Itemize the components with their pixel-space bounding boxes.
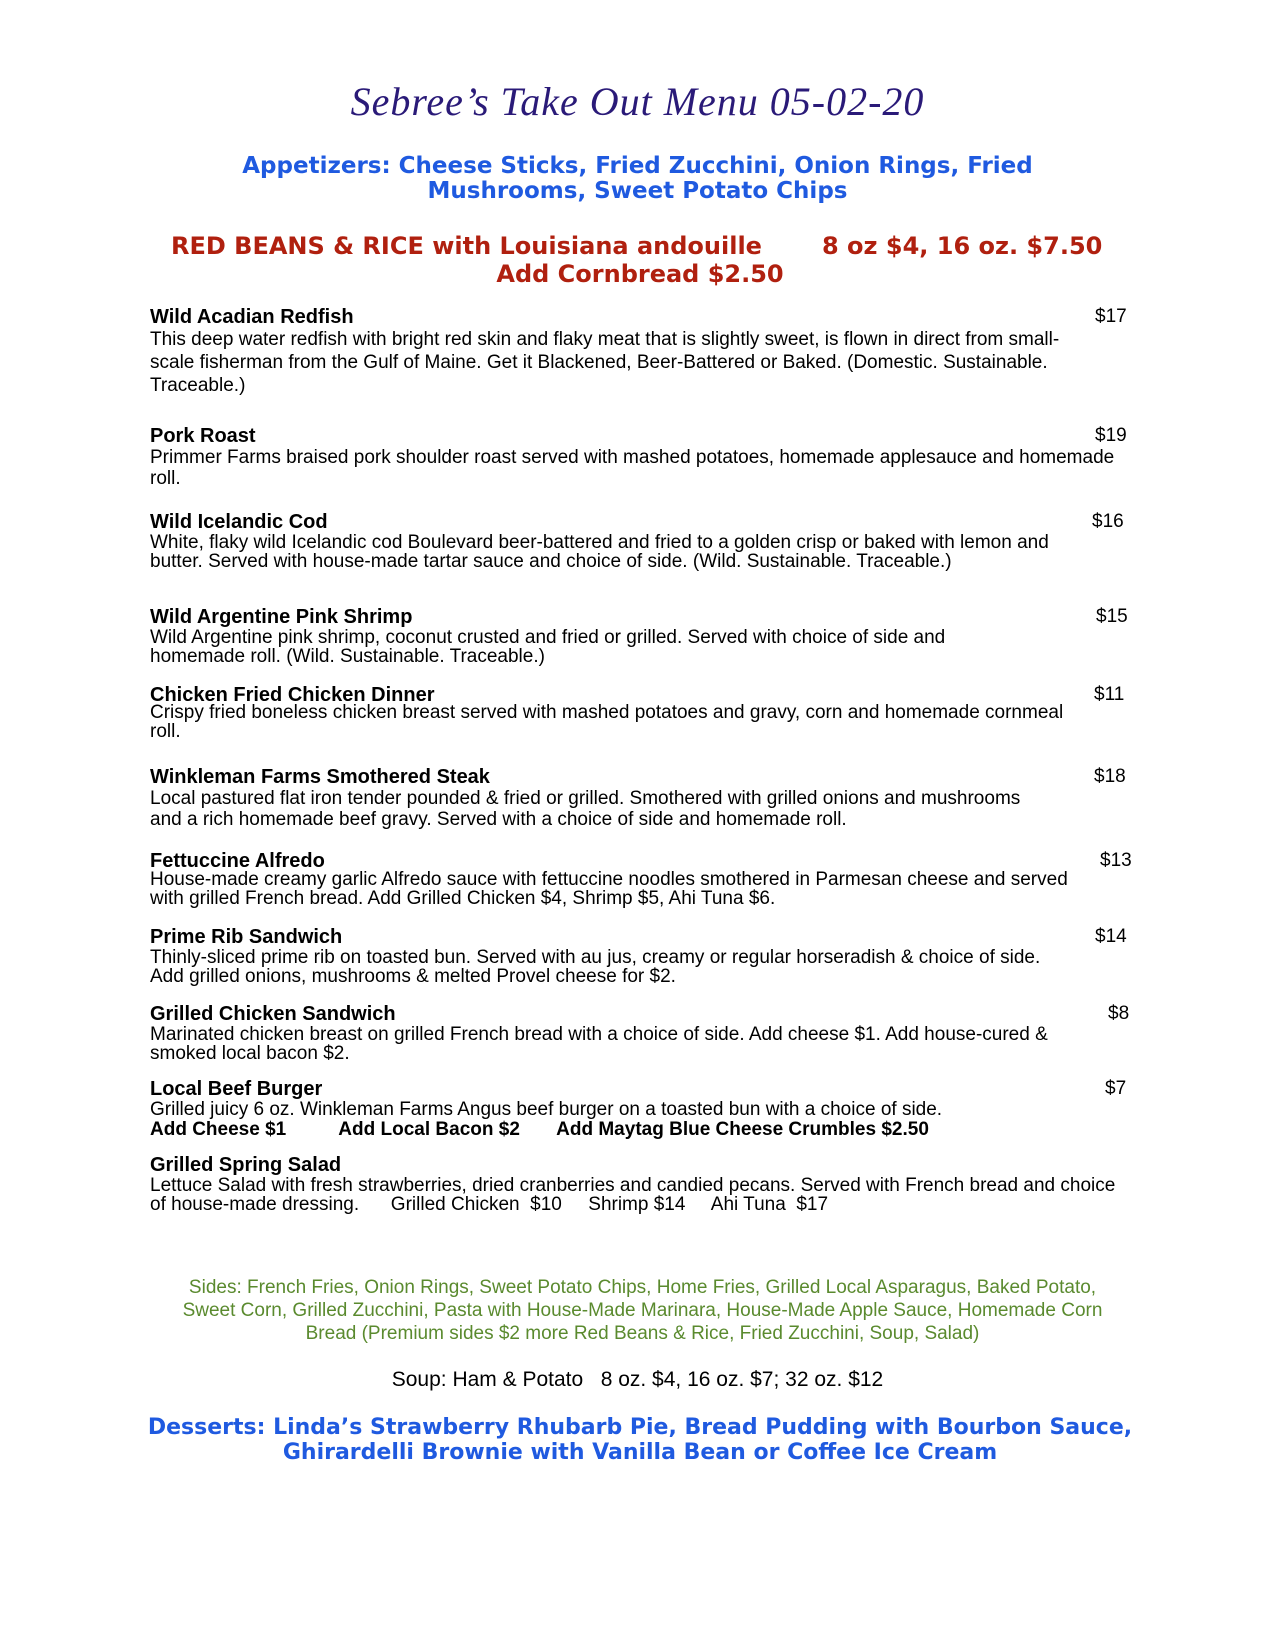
special-addon: Add Cornbread $2.50 (496, 260, 784, 288)
item-price: $13 (1100, 850, 1132, 871)
appetizers-list: Appetizers: Cheese Sticks, Fried Zucchini, Onion Rings, Fried Mushrooms, Sweet Potato Chips (242, 153, 1033, 204)
menu-item (150, 926, 1135, 986)
menu-item (150, 766, 1135, 830)
item-description: Marinated chicken breast on grilled French bread with a choice of side. Add cheese $1. Add house-cured & smoked local bacon $2. (150, 1024, 1048, 1064)
menu-item (150, 850, 1135, 908)
menu-item (150, 684, 1135, 741)
item-price: $18 (1094, 766, 1126, 787)
item-name: Local Beef Burger (150, 1078, 323, 1100)
item-name: Wild Acadian Redfish (150, 306, 354, 328)
item-price: $8 (1108, 1003, 1130, 1024)
menu-item (150, 425, 1135, 489)
item-description: Wild Argentine pink shrimp, coconut crusted and fried or grilled. Served with choice of side and homemade roll. (Wild. Sustainable. Traceable.) (150, 627, 946, 667)
desserts-list: Desserts: Linda’s Strawberry Rhubarb Pie, Bread Pudding with Bourbon Sauce, Ghirardelli Brownie with Vanilla Bean or Coffee Ice Cream (147, 1415, 1133, 1465)
item-description: Grilled juicy 6 oz. Winkleman Farms Angus beef burger on a toasted bun with a choice of side. (150, 1099, 943, 1120)
item-name: Wild Icelandic Cod (150, 511, 328, 533)
item-description: White, flaky wild Icelandic cod Boulevard beer-battered and fried to a golden crisp or baked with lemon and butter. Served with house-made tartar sauce and choice of side. (Wild. Sustainable. Traceable.) (150, 532, 1049, 572)
item-price: $16 (1092, 511, 1124, 532)
menu-item (150, 606, 1135, 666)
item-description: Primmer Farms braised pork shoulder roast served with mashed potatoes, homemade applesauce and homemade roll. (150, 447, 1115, 489)
item-name: Wild Argentine Pink Shrimp (150, 606, 413, 628)
special-price: 8 oz $4, 16 oz. $7.50 (822, 232, 1103, 260)
item-name: Fettuccine Alfredo (150, 850, 325, 872)
item-price: $19 (1095, 425, 1127, 446)
item-name: Grilled Chicken Sandwich (150, 1003, 396, 1025)
menu-item (150, 306, 1135, 397)
item-description: Lettuce Salad with fresh strawberries, dried cranberries and candied pecans. Served with French bread and choice of house-made dressing. Grilled Chicken $10 Shrimp $14 Ahi Tuna $17 (150, 1175, 1121, 1215)
menu-item (150, 1078, 1135, 1140)
item-price: $17 (1095, 306, 1127, 327)
menu-item (150, 1003, 1135, 1063)
item-name: Winkleman Farms Smothered Steak (150, 766, 490, 788)
menu-item (150, 1154, 1135, 1214)
special-name: RED BEANS & RICE with Louisiana andouille (171, 232, 762, 260)
sides-list: Sides: French Fries, Onion Rings, Sweet Potato Chips, Home Fries, Grilled Local Asparagus, Baked Potato, Sweet Corn, Grilled Zucchini, Pasta with House-Made Marinara, House-Made Apple Sauce, Homemade Corn Bread (Premium sides $2 more Red Beans & Rice, Fried Zucchini, Soup, Salad) (182, 1277, 1103, 1344)
item-name: Prime Rib Sandwich (150, 926, 343, 948)
item-price: $11 (1094, 684, 1125, 705)
item-description: Local pastured flat iron tender pounded & fried or grilled. Smothered with grilled onions and mushrooms and a rich homemade beef gravy. Served with a choice of side and homemade roll. (150, 788, 1021, 830)
item-description: This deep water redfish with bright red skin and flaky meat that is slightly sweet, is flown in direct from small-scale fisherman from the Gulf of Maine. Get it Blackened, Beer-Battered or Baked. (Domestic. Sustainable. Traceable.) (150, 329, 1060, 396)
item-name: Chicken Fried Chicken Dinner (150, 684, 435, 706)
item-name: Grilled Spring Salad (150, 1154, 342, 1176)
item-price: $15 (1096, 606, 1128, 627)
item-price: $14 (1095, 926, 1127, 947)
item-name: Pork Roast (150, 425, 256, 447)
item-description: House-made creamy garlic Alfredo sauce with fettuccine noodles smothered in Parmesan cheese and served with grilled French bread. Add Grilled Chicken $4, Shrimp $5, Ahi Tuna $6. (150, 869, 1068, 909)
item-description: Crispy fried boneless chicken breast served with mashed potatoes and gravy, corn and homemade cornmeal roll. (150, 702, 1064, 742)
item-price: $7 (1105, 1078, 1127, 1099)
item-description: Thinly-sliced prime rib on toasted bun. Served with au jus, creamy or regular horseradish & choice of side. Add grilled onions, mushrooms & melted Provel cheese for $2. (150, 947, 1041, 987)
menu-item (150, 511, 1135, 571)
menu-title: Sebree’s Take Out Menu 05-02-20 (350, 79, 925, 124)
soup-of-the-day: Soup: Ham & Potato 8 oz. $4, 16 oz. $7; 32 oz. $12 (391, 1368, 884, 1391)
item-addons: Add Cheese $1 Add Local Bacon $2 Add Maytag Blue Cheese Crumbles $2.50 (150, 1119, 929, 1140)
